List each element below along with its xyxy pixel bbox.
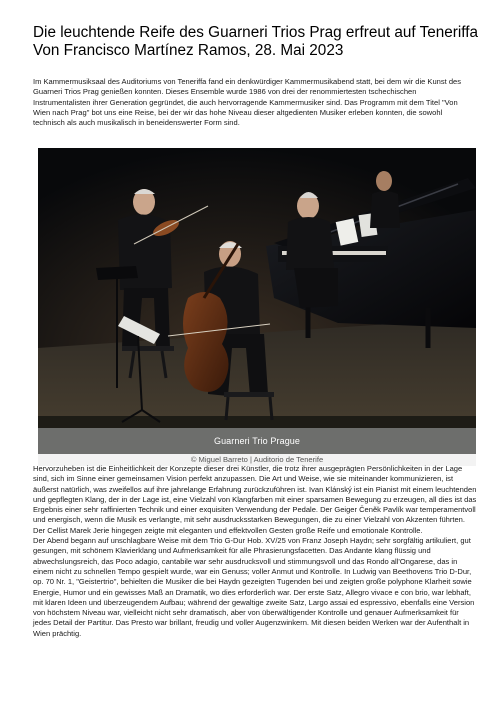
- article-headline: [33, 24, 483, 59]
- article-title: Die leuchtende Reife des Guarneri Trios Prag erfreut auf Teneriffa: [33, 24, 478, 41]
- intro-paragraph: Im Kammermusiksaal des Auditoriums von Teneriffa fand ein denkwürdiger Kammermusikabend statt, bei dem wir die Kunst des Guarneri Trios Prag genießen konnten. Dieses Ensemble wurde 1986 von drei der renommiertesten tschechischen Instrumentalisten ihrer Generation gegründet, die auch hervorragende Kammermusiker sind. Das Programm mit dem Titel "Von Wien nach Prag" bot uns eine Reise, bei der wir das hohe Niveau dieser altgedienten Musiker erleben konnten, die sowohl technisch als auch musikalisch in beneidenswerter Form sind.: [33, 77, 461, 128]
- article-byline: Von Francisco Martínez Ramos, 28. Mai 2023: [33, 41, 344, 59]
- photo-credit: © Miguel Barreto | Auditorio de Tenerife: [38, 454, 476, 466]
- concert-photo: [38, 148, 476, 454]
- concert-photo-illustration: [38, 148, 476, 454]
- body-paragraphs: Hervorzuheben ist die Einheitlichkeit der Konzepte dieser drei Künstler, die trotz ihrer ausgeprägten Persönlichkeiten in der Lage sind, sich im Sinne einer gemeinsamen Vision perfekt anzupassen. Die Art und Weise, wie sie miteinander kommunizieren, ist äußerst natürlich, was zweifellos auf ihre jahrelange Erfahrung zurückzuführen ist. Ivan Klánský ist ein Pianist mit einem leuchtenden und gepflegten Klang, der in der Lage ist, eine Vielzahl von Klangfarben mit einer sparsamen Bewegung zu erzeugen, all dies ist das Ergebnis einer sehr raffinierten Technik und einer exquisiten Verwendung der Pedale. Der Geiger Čeněk Pavlík war temperamentvoll und energisch, wenn die Musik es verlangte, mit sehr ausdrucksstarken Bewegungen, die zu einer Vielzahl von Akzenten führten. Der Cellist Marek Jerie hingegen zeigte mit eleganten und effektvollen Gesten große Reife und emotionale Kontrolle. Der Abend begann auf unschlagbare Weise mit dem Trio G-Dur Hob. XV/25 von Franz Joseph Haydn; sehr sorgfältig artikuliert, gut gesungen, mit schönem Klavierklang und Aufmerksamkeit für alle Phrasierungsfacetten. Das Andante klang flüssig und abwechslungsreich, das Poco adagio, cantabile war sehr ausdrucksvoll und stimmungsvoll und das Rondo all'Ongarese, das in einem nicht zu schnellen Tempo gespielt wurde, war ein Genuss; voller Anmut und Kontrolle. In Ludwig van Beethovens Trio D-Dur, op. 70 Nr. 1, "Geistertrio", behielten die Musiker die bei Haydn gezeigten Tugenden bei und zeigten große polyphone Klarheit sowie Energie, Humor und ein gewisses Maß an Dramatik, wo dies erforderlich war. Der erste Satz, Allegro vivace e con brio, war lebhaft, mit klaren Ideen und überzeugendem Aufbau; während der gewaltige zweite Satz, Largo assai ed espressivo, ebenfalls eine Version von höchstem Niveau war, vielleicht nicht sehr dramatisch, aber von überwältigender Kontrolle und genauer Aufmerksamkeit für jedes Detail der Partitur. Das Presto war brillant, freudig und voller Augenzwinkern. Mit diesen beiden Werken war der Aufenthalt in Wien prächtig.: [33, 464, 477, 638]
- photo-caption-bar: [38, 428, 476, 454]
- photo-caption: Guarneri Trio Prague: [213, 436, 301, 446]
